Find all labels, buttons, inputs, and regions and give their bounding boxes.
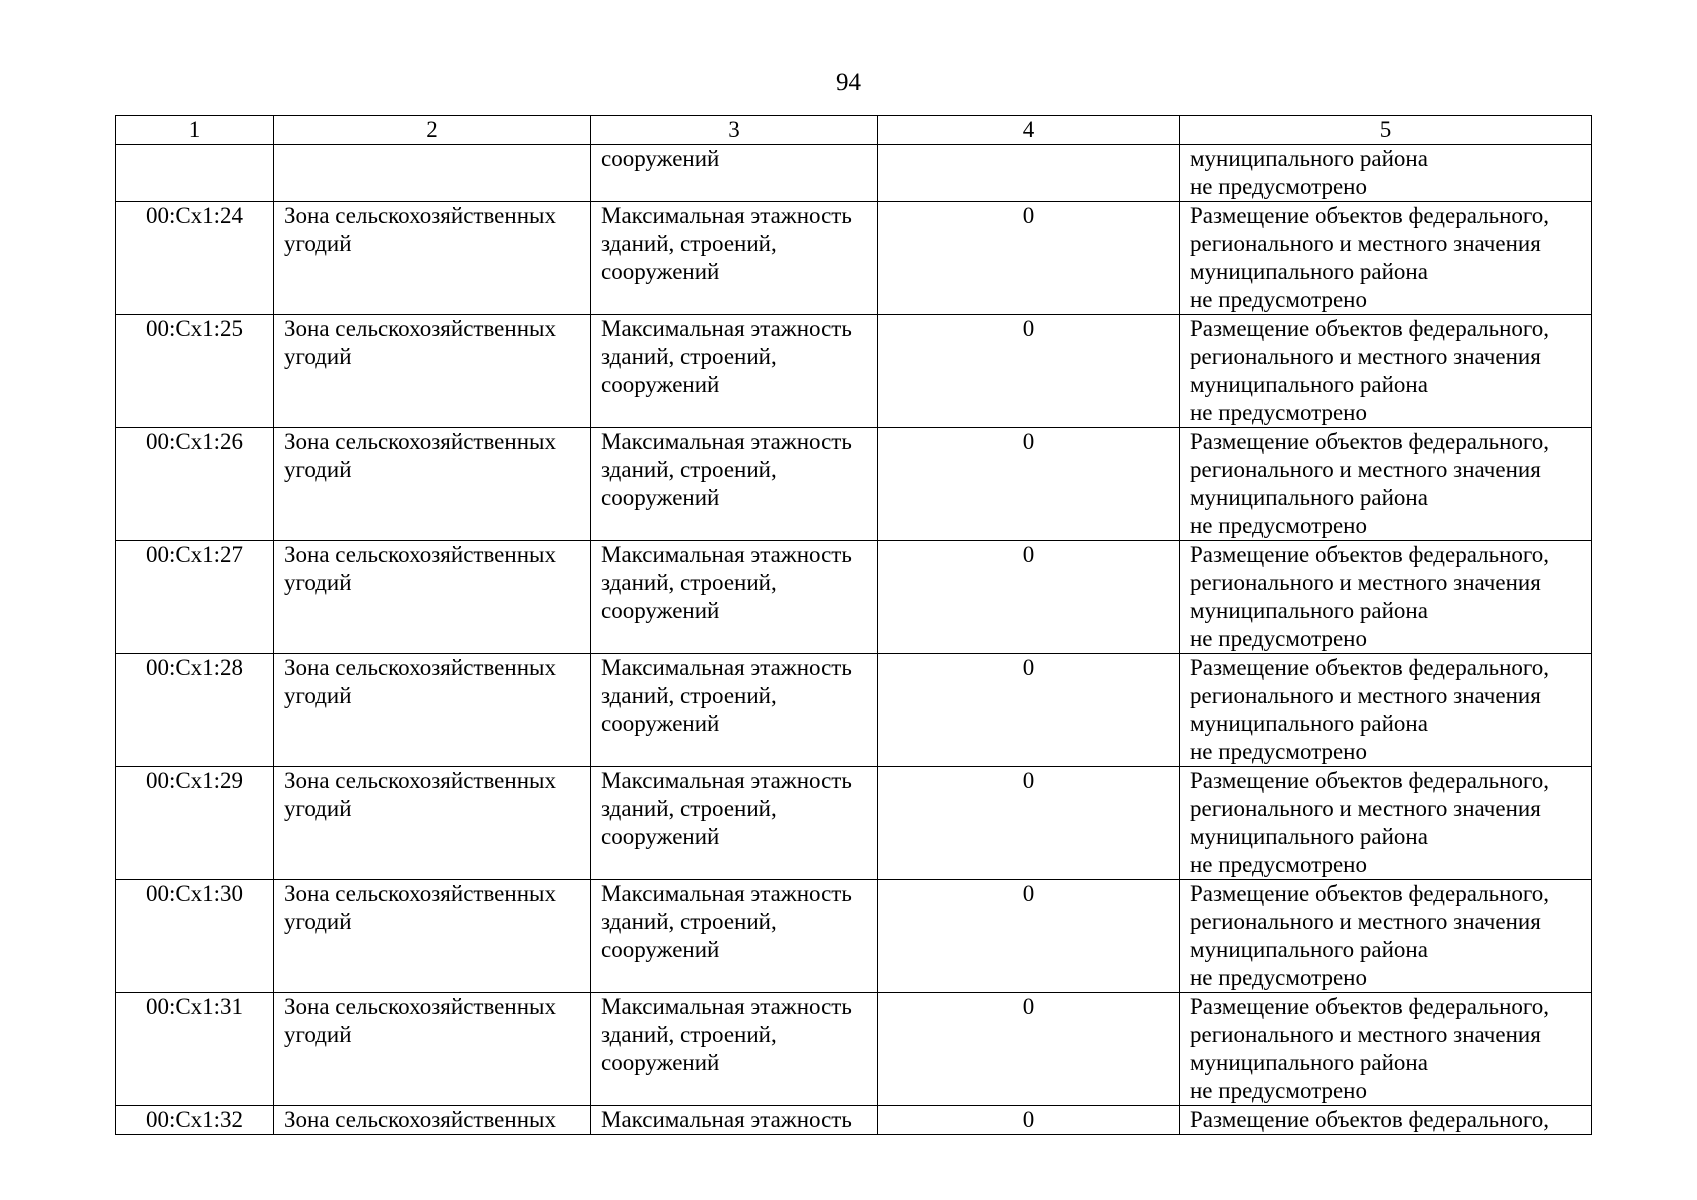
zone-line: угодий (284, 909, 352, 934)
zones-table (115, 115, 1592, 1135)
note-line: Размещение объектов федерального, (1190, 994, 1549, 1019)
note-cell (1180, 315, 1592, 428)
header-cell: 4 (878, 116, 1180, 145)
zone-cell (274, 202, 591, 315)
param-cell (591, 1106, 878, 1135)
zone-cell (274, 541, 591, 654)
param-line: Максимальная этажность (601, 881, 852, 906)
zone-line: угодий (284, 683, 352, 708)
note-line: муниципального района (1190, 937, 1428, 962)
note-line: Размещение объектов федерального, (1190, 542, 1549, 567)
table-row (116, 654, 1592, 767)
param-cell (591, 541, 878, 654)
table-row (116, 1106, 1592, 1135)
table-row (116, 202, 1592, 315)
zone-cell (274, 767, 591, 880)
param-line: зданий, строений, (601, 1022, 777, 1047)
param-cell (591, 993, 878, 1106)
zone-cell (274, 145, 591, 202)
note-line: не предусмотрено (1190, 174, 1367, 199)
note-cell (1180, 428, 1592, 541)
param-line: Максимальная этажность (601, 316, 852, 341)
value-cell: 0 (878, 993, 1180, 1106)
param-line: зданий, строений, (601, 796, 777, 821)
param-line: сооружений (601, 711, 720, 736)
zone-line: Зона сельскохозяйственных (284, 542, 556, 567)
note-cell (1180, 202, 1592, 315)
param-cell (591, 428, 878, 541)
param-line: Максимальная этажность (601, 542, 852, 567)
note-line: не предусмотрено (1190, 513, 1367, 538)
note-line: не предусмотрено (1190, 400, 1367, 425)
code-cell: 00:Сх1:29 (116, 767, 274, 880)
note-line: не предусмотрено (1190, 739, 1367, 764)
note-line: Размещение объектов федерального, (1190, 655, 1549, 680)
note-cell (1180, 541, 1592, 654)
value-cell: 0 (878, 880, 1180, 993)
param-line: Максимальная этажность (601, 1107, 852, 1132)
zone-line: угодий (284, 1022, 352, 1047)
zone-cell (274, 654, 591, 767)
param-cell (591, 767, 878, 880)
param-line: сооружений (601, 259, 720, 284)
zone-cell (274, 993, 591, 1106)
zone-line: угодий (284, 570, 352, 595)
code-cell: 00:Сх1:30 (116, 880, 274, 993)
param-line: сооружений (601, 598, 720, 623)
code-cell: 00:Сх1:25 (116, 315, 274, 428)
param-line: Максимальная этажность (601, 429, 852, 454)
header-cell: 1 (116, 116, 274, 145)
note-line: регионального и местного значения (1190, 231, 1541, 256)
param-line: зданий, строений, (601, 570, 777, 595)
param-cell (591, 880, 878, 993)
note-line: регионального и местного значения (1190, 683, 1541, 708)
value-cell: 0 (878, 767, 1180, 880)
param-line: сооружений (601, 372, 720, 397)
value-cell: 0 (878, 541, 1180, 654)
note-line: Размещение объектов федерального, (1190, 429, 1549, 454)
header-cell: 2 (274, 116, 591, 145)
code-cell: 00:Сх1:31 (116, 993, 274, 1106)
zone-line: угодий (284, 457, 352, 482)
table-header-row (116, 116, 1592, 145)
note-cell (1180, 145, 1592, 202)
note-line: не предусмотрено (1190, 1078, 1367, 1103)
header-cell: 3 (591, 116, 878, 145)
note-line: не предусмотрено (1190, 626, 1367, 651)
note-cell (1180, 767, 1592, 880)
note-cell (1180, 1106, 1592, 1135)
param-line: зданий, строений, (601, 683, 777, 708)
param-line: сооружений (601, 937, 720, 962)
code-cell: 00:Сх1:32 (116, 1106, 274, 1135)
note-line: не предусмотрено (1190, 287, 1367, 312)
param-line: зданий, строений, (601, 344, 777, 369)
param-line: зданий, строений, (601, 909, 777, 934)
param-line: зданий, строений, (601, 457, 777, 482)
param-line: сооружений (601, 1050, 720, 1075)
table-row (116, 767, 1592, 880)
zone-line: Зона сельскохозяйственных (284, 655, 556, 680)
zone-line: Зона сельскохозяйственных (284, 316, 556, 341)
param-line: Максимальная этажность (601, 994, 852, 1019)
note-line: муниципального района (1190, 485, 1428, 510)
param-cell (591, 315, 878, 428)
zone-line: Зона сельскохозяйственных (284, 881, 556, 906)
table-row (116, 880, 1592, 993)
note-line: муниципального района (1190, 1050, 1428, 1075)
table-row (116, 993, 1592, 1106)
value-cell: 0 (878, 315, 1180, 428)
param-line: Максимальная этажность (601, 203, 852, 228)
note-line: муниципального района (1190, 146, 1428, 171)
value-cell (878, 145, 1180, 202)
zone-cell (274, 880, 591, 993)
note-line: регионального и местного значения (1190, 344, 1541, 369)
zone-line: Зона сельскохозяйственных (284, 429, 556, 454)
param-cell (591, 145, 878, 202)
note-line: регионального и местного значения (1190, 909, 1541, 934)
zone-cell (274, 315, 591, 428)
note-line: муниципального района (1190, 598, 1428, 623)
zone-line: Зона сельскохозяйственных (284, 768, 556, 793)
zone-line: угодий (284, 796, 352, 821)
note-line: не предусмотрено (1190, 965, 1367, 990)
note-line: муниципального района (1190, 259, 1428, 284)
zone-line: угодий (284, 344, 352, 369)
note-line: не предусмотрено (1190, 852, 1367, 877)
table-row (116, 315, 1592, 428)
note-line: Размещение объектов федерального, (1190, 768, 1549, 793)
zone-cell (274, 1106, 591, 1135)
code-cell: 00:Сх1:27 (116, 541, 274, 654)
zone-line: Зона сельскохозяйственных (284, 994, 556, 1019)
note-line: муниципального района (1190, 824, 1428, 849)
table-row (116, 428, 1592, 541)
value-cell: 0 (878, 202, 1180, 315)
table-row (116, 541, 1592, 654)
note-line: муниципального района (1190, 711, 1428, 736)
note-line: Размещение объектов федерального, (1190, 1107, 1549, 1132)
note-cell (1180, 993, 1592, 1106)
page-number: 94 (836, 69, 861, 96)
code-cell: 00:Сх1:24 (116, 202, 274, 315)
param-line: сооружений (601, 824, 720, 849)
param-line: сооружений (601, 485, 720, 510)
param-line: сооружений (601, 146, 720, 171)
zone-line: Зона сельскохозяйственных (284, 1107, 556, 1132)
param-cell (591, 202, 878, 315)
zone-cell (274, 428, 591, 541)
param-line: Максимальная этажность (601, 768, 852, 793)
value-cell: 0 (878, 428, 1180, 541)
note-line: муниципального района (1190, 372, 1428, 397)
value-cell: 0 (878, 654, 1180, 767)
note-cell (1180, 880, 1592, 993)
note-line: регионального и местного значения (1190, 457, 1541, 482)
note-line: регионального и местного значения (1190, 1022, 1541, 1047)
value-cell: 0 (878, 1106, 1180, 1135)
note-line: Размещение объектов федерального, (1190, 316, 1549, 341)
note-cell (1180, 654, 1592, 767)
param-line: Максимальная этажность (601, 655, 852, 680)
code-cell: 00:Сх1:26 (116, 428, 274, 541)
zone-line: Зона сельскохозяйственных (284, 203, 556, 228)
note-line: Размещение объектов федерального, (1190, 881, 1549, 906)
code-cell: 00:Сх1:28 (116, 654, 274, 767)
zone-line: угодий (284, 231, 352, 256)
header-cell: 5 (1180, 116, 1592, 145)
note-line: Размещение объектов федерального, (1190, 203, 1549, 228)
param-cell (591, 654, 878, 767)
note-line: регионального и местного значения (1190, 796, 1541, 821)
code-cell (116, 145, 274, 202)
param-line: зданий, строений, (601, 231, 777, 256)
table-row-continuation (116, 145, 1592, 202)
note-line: регионального и местного значения (1190, 570, 1541, 595)
